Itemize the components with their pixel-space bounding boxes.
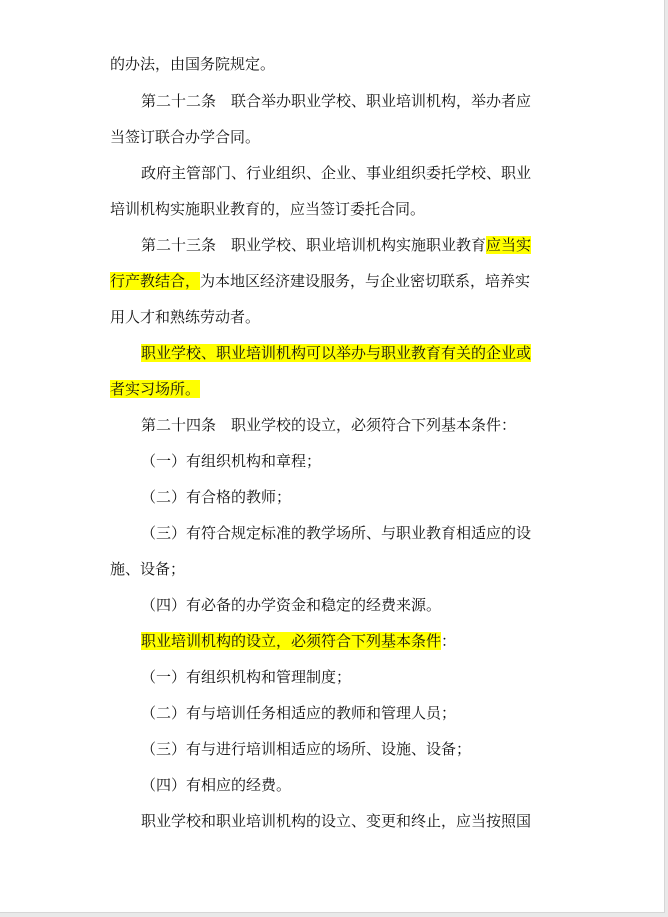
text-line-11	[141, 413, 516, 437]
text-segment: 为本地区经济建设服务，与企业密切联系，培养实	[200, 272, 531, 290]
text-line-6	[141, 233, 531, 257]
text-line-19	[141, 701, 456, 725]
text-segment: （二）有合格的教师；	[141, 488, 292, 506]
text-line-15	[110, 557, 185, 581]
text-line-16	[141, 593, 441, 617]
text-line-18	[141, 665, 351, 689]
text-segment: （一）有组织机构和章程；	[141, 452, 322, 470]
text-segment: 政府主管部门、行业组织、企业、事业组织委托学校、职业	[141, 164, 532, 182]
text-line-2	[141, 89, 531, 113]
text-line-14	[141, 521, 531, 545]
text-segment: 用人才和熟练劳动者。	[110, 308, 261, 326]
text-line-20	[141, 737, 471, 761]
text-segment: （一）有组织机构和管理制度；	[141, 668, 352, 686]
text-segment: （二）有与培训任务相适应的教师和管理人员；	[141, 704, 457, 722]
text-segment: （三）有与进行培训相适应的场所、设施、设备；	[141, 740, 472, 758]
text-segment: （四）有必备的办学资金和稳定的经费来源。	[141, 596, 442, 614]
highlighted-text: 职业培训机构的设立，必须符合下列基本条件	[141, 632, 442, 650]
text-segment: （三）有符合规定标准的教学场所、与职业教育相适应的设	[141, 524, 532, 542]
text-line-22	[141, 809, 531, 833]
text-line-3	[110, 125, 260, 149]
text-segment: 施、设备；	[110, 560, 186, 578]
text-line-21	[141, 773, 291, 797]
text-segment: 第二十四条 职业学校的设立，必须符合下列基本条件：	[141, 416, 517, 434]
text-segment: 第二十三条 职业学校、职业培训机构实施职业教育	[141, 236, 487, 254]
text-segment: （四）有相应的经费。	[141, 776, 292, 794]
highlighted-text: 者实习场所。	[110, 380, 201, 398]
text-segment: 第二十二条 联合举办职业学校、职业培训机构，举办者应	[141, 92, 532, 110]
text-line-13	[141, 485, 291, 509]
text-line-4	[141, 161, 531, 185]
text-line-5	[110, 197, 425, 221]
text-line-17	[141, 629, 456, 653]
text-line-12	[141, 449, 321, 473]
text-segment: 职业学校和职业培训机构的设立、变更和终止，应当按照国	[141, 812, 532, 830]
text-line-8	[110, 305, 260, 329]
text-segment: 的办法，由国务院规定。	[110, 55, 276, 73]
text-line-10	[110, 377, 200, 401]
text-line-7	[110, 269, 530, 293]
text-line-9	[141, 341, 531, 365]
text-segment: 当签订联合办学合同。	[110, 128, 261, 146]
text-segment: 培训机构实施职业教育的，应当签订委托合同。	[110, 200, 426, 218]
highlighted-text: 应当实	[486, 236, 532, 254]
highlighted-text: 职业学校、职业培训机构可以举办与职业教育有关的企业或	[141, 344, 532, 362]
text-segment: ：	[441, 632, 457, 650]
highlighted-text: 行产教结合，	[110, 272, 201, 290]
text-line-1	[110, 52, 275, 76]
